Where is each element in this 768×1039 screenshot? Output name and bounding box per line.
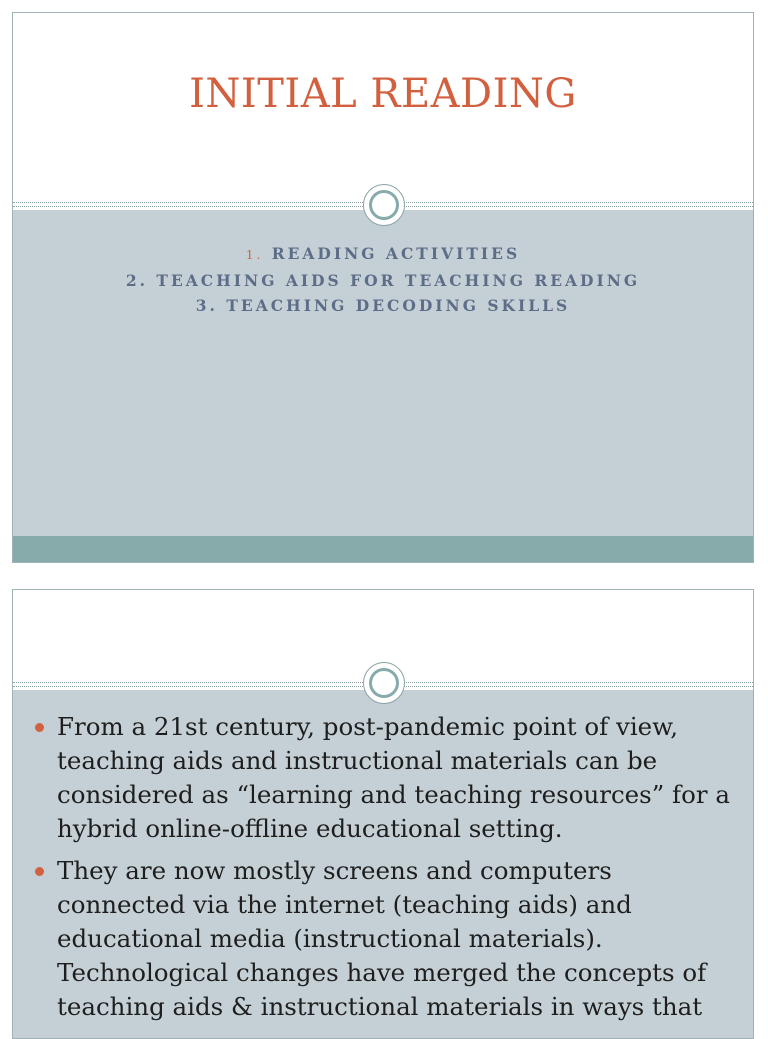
list-item — [35, 710, 735, 846]
bullet-dot-icon — [35, 723, 44, 732]
toc-item-label: READING ACTIVITIES — [271, 244, 521, 263]
toc-item-2 — [13, 268, 753, 293]
title-area — [13, 13, 753, 205]
toc-item-label: TEACHING AIDS FOR TEACHING READING — [156, 271, 641, 290]
bullet-dot-icon — [35, 867, 44, 876]
toc-item-1 — [13, 241, 753, 268]
toc-item-number: 3. — [195, 296, 218, 315]
ring-ornament-icon — [363, 184, 405, 226]
toc-item-label: TEACHING DECODING SKILLS — [226, 296, 571, 315]
ring-ornament-icon — [363, 662, 405, 704]
table-of-contents — [13, 241, 753, 318]
bullet-list — [35, 710, 735, 1032]
toc-item-number: 1. — [245, 248, 264, 262]
toc-item-3 — [13, 293, 753, 318]
list-item — [35, 854, 735, 1024]
bullet-text: They are now mostly screens and computers connected via the internet (teaching aids) and educational media (instructional materials). Technological changes have merged the concepts of teaching aids & instructional materials in ways that — [57, 856, 707, 1021]
slide-title: INITIAL READING — [189, 71, 577, 117]
bullet-text: From a 21st century, post-pandemic point of view, teaching aids and instructional materials can be considered as “learning and teaching resources” for a hybrid online-offline educational setting. — [57, 712, 730, 843]
toc-item-number: 2. — [125, 271, 149, 290]
footer-bar — [13, 536, 753, 562]
content-slide — [12, 589, 754, 1039]
title-slide — [12, 12, 754, 563]
